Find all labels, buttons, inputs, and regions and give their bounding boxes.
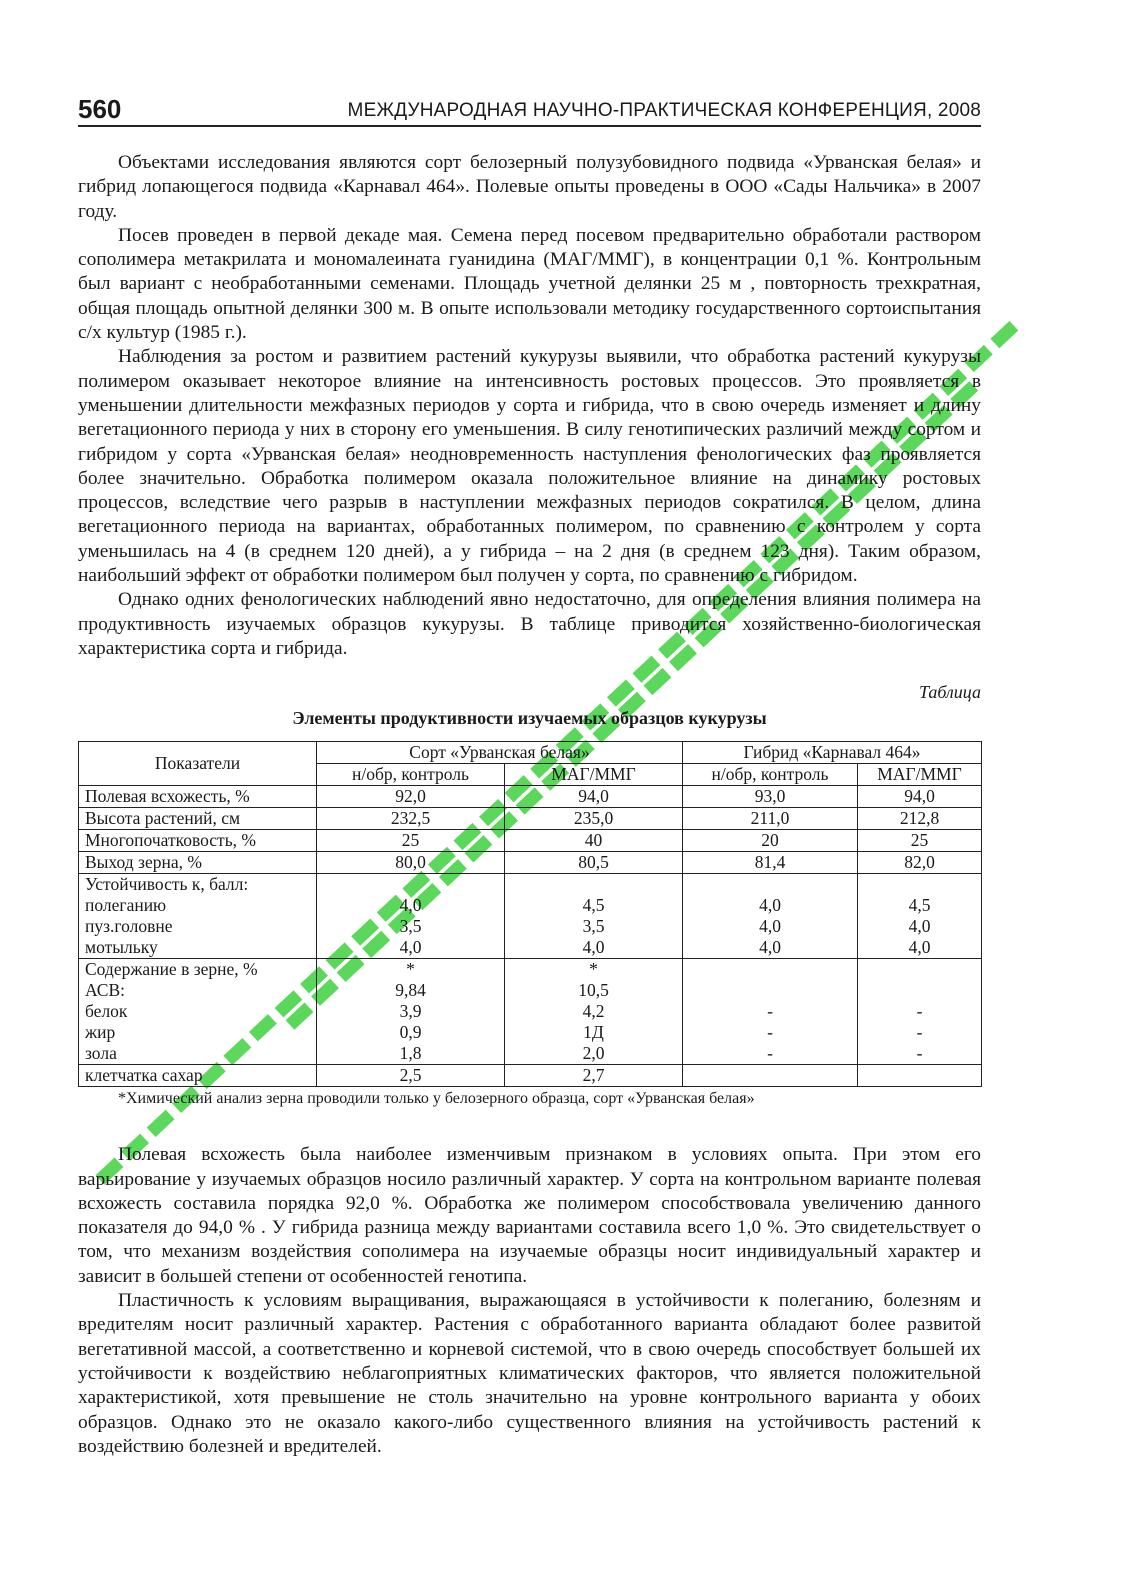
cell-value: -	[916, 1043, 923, 1064]
header-group-variety: Сорт «Урванская белая»	[317, 742, 683, 764]
cell-value: *	[589, 959, 598, 980]
cell: 212,8	[858, 808, 982, 830]
cell	[858, 959, 982, 1065]
cell-value: -	[916, 1001, 923, 1022]
table-header-row	[79, 742, 982, 764]
table-footnote: *Химический анализ зерна проводили только у белозерного образца, сорт «Урванская белая»	[118, 1090, 755, 1108]
paragraph: Пластичность к условиям выращивания, выражающаяся в устойчивости к полеганию, болезням и вредителям носит различный характер. Растения с обработанного варианта обладают более развитой вегетативной массой, а соответственно и корневой системой, что в свою очередь способствует большей их устойчивости к воздействию неблагоприятных климатических факторов, что является положительной характеристикой, хотя превышение не столь значительно на уровне контрольного варианта у обоих образцов. Однако это не оказало какого-либо существенного влияния на устойчивость растений к воздействию болезней и вредителей.	[78, 1290, 981, 1457]
cell-value: 1,8	[399, 1043, 422, 1064]
cell	[683, 874, 858, 959]
table-row-resistance	[79, 874, 982, 959]
table-title: Элементы продуктивности изучаемых образцов кукурузы	[292, 708, 767, 729]
cell-value: 10,5	[578, 980, 609, 1001]
cell: 92,0	[317, 786, 505, 808]
cell: 25	[317, 830, 505, 852]
cell: 93,0	[683, 786, 858, 808]
row-subitem: мотыльку	[85, 937, 158, 958]
cell-value: 9,84	[395, 980, 426, 1001]
cell-value: 4,0	[908, 937, 931, 958]
running-title: МЕЖДУНАРОДНАЯ НАУЧНО-ПРАКТИЧЕСКАЯ КОНФЕРЕНЦИЯ, 2008	[347, 100, 981, 121]
cell	[858, 874, 982, 959]
productivity-table	[78, 741, 982, 1087]
cell	[505, 959, 683, 1065]
row-label: Выход зерна, %	[79, 852, 317, 874]
row-label: Полевая всхожесть, %	[79, 786, 317, 808]
cell-value: 4,0	[759, 916, 781, 937]
cell-value: 4,0	[759, 895, 781, 916]
row-label: клетчатка сахар	[79, 1065, 317, 1087]
cell	[858, 1065, 982, 1087]
subheader-treated: МАГ/ММГ	[858, 764, 982, 786]
paragraph: Объектами исследования являются сорт белозерный полузубовидного подвида «Урванская белая» и гибрид лопающегося подвида «Карнавал 464». Полевые опыты проведены в ООО «Сады Нальчика» в 2007 году.	[78, 152, 981, 222]
paragraph: Посев проведен в первой декаде мая. Семена перед посевом предварительно обработали раствором сополимера метакрилата и мономалеината гуанидина (МАГ/ММГ), в концентрации 0,1 %. Контрольным был вариант с необработанными семенами. Площадь учетной делянки 25 м , повторность трехкратная, общая площадь опытной делянки 300 м. В опыте использовали методику государственного сортоиспытания с/х культур (1985 г.).	[78, 224, 981, 344]
cell: 211,0	[683, 808, 858, 830]
table-row-content	[79, 959, 982, 1065]
row-subitem: жир	[85, 1022, 116, 1043]
row-label	[79, 959, 317, 1065]
cell	[317, 959, 505, 1065]
cell-value: 4,5	[908, 895, 931, 916]
cell: 2,7	[505, 1065, 683, 1087]
cell-value: 4,0	[582, 937, 605, 958]
page-number: 560	[78, 94, 122, 124]
cell-value: 3,9	[399, 1001, 422, 1022]
cell-value: 3,5	[399, 916, 422, 937]
cell-value: -	[767, 1022, 773, 1043]
cell-value: 4,0	[759, 937, 781, 958]
paragraph: Полевая всхожесть была наиболее изменчивым признаком в условиях опыта. При этом его варьирование у изучаемых образцов носило различный характер. У сорта на контрольном варианте полевая всхожесть составила порядка 92,0 %. Обработка же полимером способствовала увеличению данного показателя до 94,0 % . У гибрида разница между вариантами составила всего 1,0 %. Это свидетельствует о том, что механизм воздействия сополимера на изучаемые образцы носит индивидуальный характер и зависит в большей степени от особенностей генотипа.	[78, 1144, 981, 1287]
row-label: Многопочатковость, %	[79, 830, 317, 852]
cell	[683, 1065, 858, 1087]
document-page	[78, 96, 981, 1459]
row-subitem: белок	[85, 1001, 128, 1022]
cell: 81,4	[683, 852, 858, 874]
cell: 235,0	[505, 808, 683, 830]
row-label	[79, 874, 317, 959]
row-heading: Содержание в зерне, %	[85, 959, 258, 980]
row-subitem: пуз.головне	[85, 916, 173, 937]
cell-value: 0,9	[399, 1022, 422, 1043]
cell: 232,5	[317, 808, 505, 830]
row-subitem: полеганию	[85, 895, 167, 916]
table-row	[79, 786, 982, 808]
subheader-control: н/обр, контроль	[683, 764, 858, 786]
cell-value: -	[916, 1022, 923, 1043]
cell: 80,5	[505, 852, 683, 874]
cell-value: -	[767, 1043, 773, 1064]
cell-value: *	[406, 959, 415, 980]
cell-value: 1Д	[583, 1022, 604, 1043]
row-label: Высота растений, см	[79, 808, 317, 830]
cell: 25	[858, 830, 982, 852]
row-subitem: АСВ:	[85, 980, 125, 1001]
cell-value: 4,0	[399, 895, 422, 916]
cell: 80,0	[317, 852, 505, 874]
subheader-treated: МАГ/ММГ	[505, 764, 683, 786]
cell-value: 4,5	[582, 895, 605, 916]
cell: 82,0	[858, 852, 982, 874]
paragraph: Наблюдения за ростом и развитием растений кукурузы выявили, что обработка растений кукурузы полимером оказывает некоторое влияние на интенсивность ростовых процессов. Это проявляется в уменьшении длительности межфазных периодов у сорта и гибрида, что в свою очередь изменяет и длину вегетационного периода у них в сторону его уменьшения. В силу генотипических различий между сортом и гибридом у сорта «Урванская белая» неодновременность наступления фенологических фаз проявляется более значительно. Обработка полимером оказала положительное влияние на динамику ростовых процессов, вследствие чего разрыв в наступлении межфазных периодов сократился. В целом, длина вегетационного периода на вариантах, обработанных полимером, по сравнению с контролем у сорта уменьшилась на 4 (в среднем 120 дней), а у гибрида – на 2 дня (в среднем 123 дня). Таким образом, наибольший эффект от обработки полимером был получен у сорта, по сравнению с гибридом.	[78, 346, 981, 587]
table-row	[79, 830, 982, 852]
cell: 2,5	[317, 1065, 505, 1087]
paragraph: Однако одних фенологических наблюдений явно недостаточно, для определения влияния полимера на продуктивность изучаемых образцов кукурузы. В таблице приводится хозяйственно-биологическая характеристика сорта и гибрида.	[78, 589, 981, 659]
cell-value: 4,2	[582, 1001, 605, 1022]
subheader-control: н/обр, контроль	[317, 764, 505, 786]
cell-value: 4,0	[908, 916, 931, 937]
row-heading: Устойчивость к, балл:	[85, 874, 249, 895]
header-indicator: Показатели	[79, 742, 317, 786]
cell: 94,0	[505, 786, 683, 808]
table-row	[79, 1065, 982, 1087]
row-subitem: зола	[85, 1043, 117, 1064]
cell	[505, 874, 683, 959]
cell: 40	[505, 830, 683, 852]
cell-value: -	[767, 1001, 773, 1022]
table-row	[79, 852, 982, 874]
cell-value: 2,0	[582, 1043, 605, 1064]
cell: 20	[683, 830, 858, 852]
cell	[317, 874, 505, 959]
table-row	[79, 808, 982, 830]
header-group-hybrid: Гибрид «Карнавал 464»	[683, 742, 982, 764]
table-label: Таблица	[918, 682, 981, 703]
page-header	[78, 96, 981, 127]
cell	[683, 959, 858, 1065]
cell-value: 3,5	[582, 916, 605, 937]
cell: 94,0	[858, 786, 982, 808]
cell-value: 4,0	[399, 937, 422, 958]
